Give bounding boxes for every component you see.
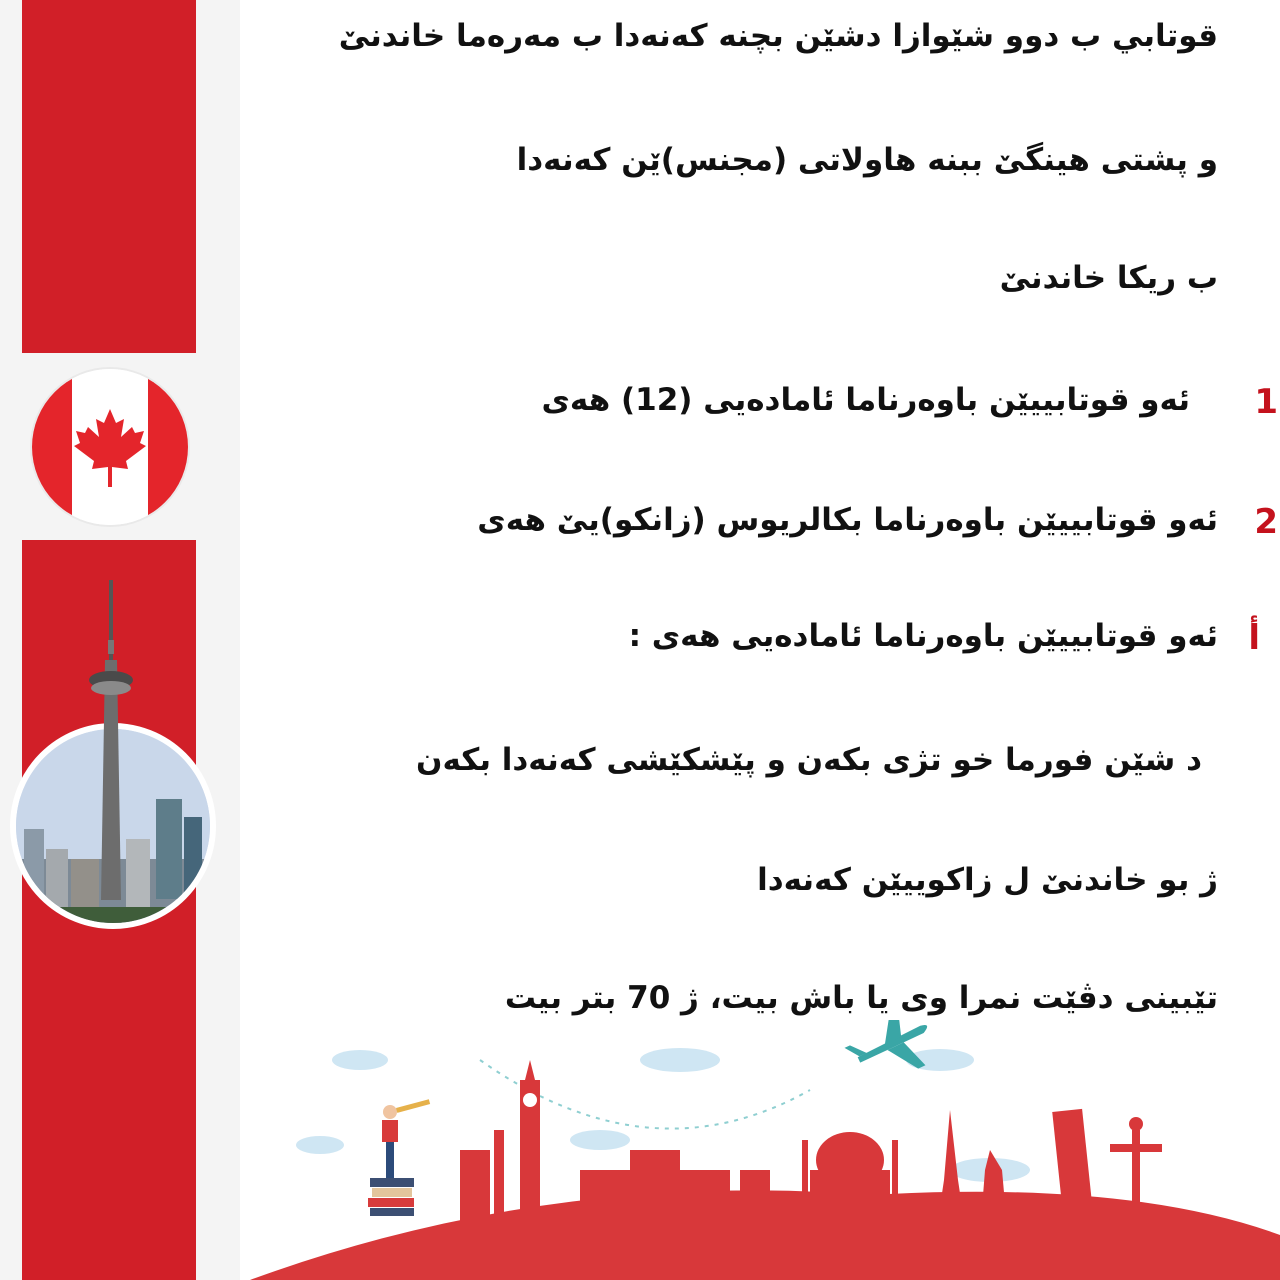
text-line-2: و پشتی هینگێ ببنە هاولاتی (مجنس)ێن کەنەدا xyxy=(516,142,1218,178)
canada-flag-icon xyxy=(32,369,188,525)
list-number-2: 2 xyxy=(1254,502,1278,542)
books-stack-icon xyxy=(368,1178,414,1216)
text-line-9: تێبینی دڤێت نمرا وی یا باش بیت، ژ 70 بتر بیت xyxy=(504,980,1218,1016)
cloud xyxy=(640,1048,720,1072)
text-line-1: قوتابي ب دوو شێوازا دشێن بچنە کەنەدا ب مەرەما خاندنێ xyxy=(338,18,1218,54)
landmarks-skyline-icon xyxy=(250,1020,1280,1280)
list-number-1: 1 xyxy=(1254,382,1278,422)
list-letter-alef: أ xyxy=(1248,618,1260,658)
text-line-5: ئەو قوتابییێن باوەرناما بکالریوس (زانکو)یێ هەی xyxy=(477,502,1218,538)
text-line-8: ژ بو خاندنێ ل زاکوییێن کەنەدا xyxy=(757,862,1218,898)
text-line-6: ئەو قوتابییێن باوەرناما ئامادەیی هەی : xyxy=(628,618,1218,654)
red-band-top xyxy=(22,0,196,353)
sidebar xyxy=(0,0,240,1280)
cloud xyxy=(332,1050,388,1070)
text-line-3: ب ریکا خاندنێ xyxy=(999,260,1218,296)
text-line-4: ئەو قوتابییێن باوەرناما ئامادەیی (12) هەی xyxy=(541,382,1190,418)
cn-tower-icon xyxy=(88,580,134,900)
cloud xyxy=(570,1130,630,1150)
text-line-7: د شێن فورما خو تژی بکەن و پێشکێشی کەنەدا بکەن xyxy=(416,742,1202,778)
cloud xyxy=(296,1136,344,1154)
person-with-telescope-icon xyxy=(382,1099,430,1178)
